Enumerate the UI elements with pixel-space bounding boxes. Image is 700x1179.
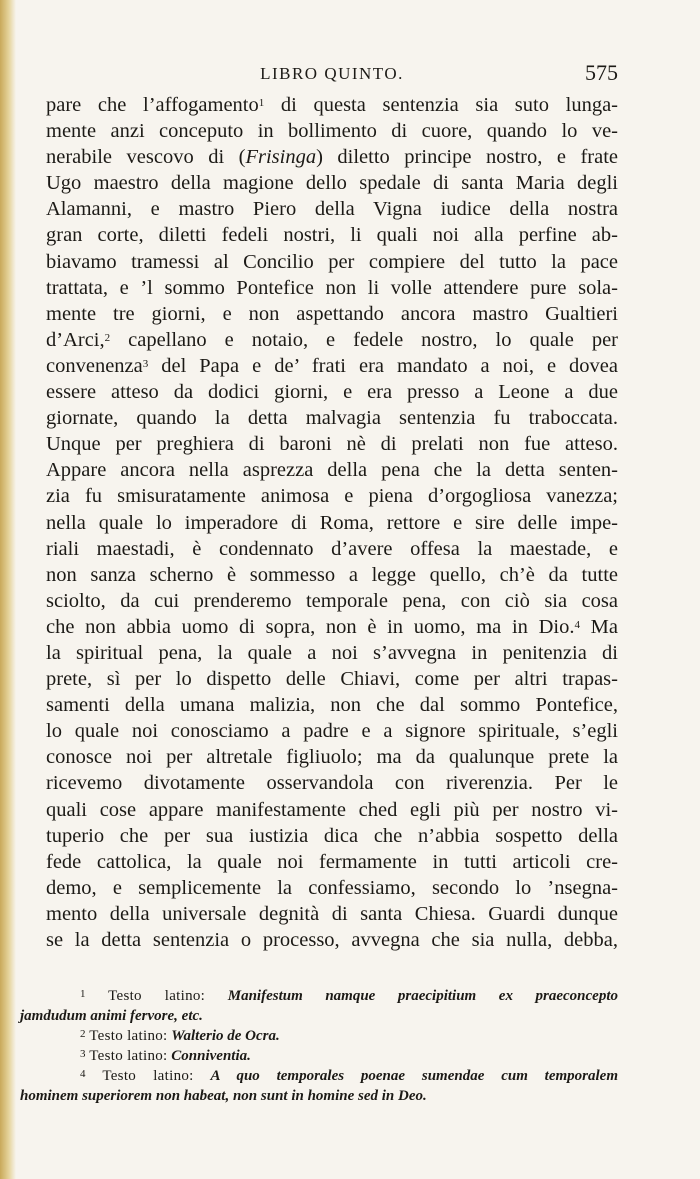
footnote-3 [20,1046,618,1066]
body-text [46,92,618,953]
footnote-latin: jamdudum animi fervore, etc. [20,1008,203,1024]
footnote-number: 3 [80,1048,86,1060]
footnote-ref: 1 [258,97,265,109]
text-line: sciolto, da cui prenderemo temporale pena, con ciò sia cosa [46,589,618,612]
footnote-latin: Conniventia. [171,1048,251,1064]
text-line: demo, e semplicemente la confessiamo, secondo lo ’nsegna- [46,876,618,899]
text-line: Unque per preghiera di baroni nè di prelati non fue atteso. [46,433,618,456]
text-line: pare che l’affogamento$^1$ di questa sentenzia sia suto lunga- [46,94,618,116]
text-line: non sanza scherno è sommesso a legge quello, ch’è da tutte [46,563,618,586]
text-line: giornate, quando la detta malvagia sentenzia fu traboccata. [46,407,618,430]
text-line: fede cattolica, la quale noi fermamente in tutti articoli cre- [46,850,618,873]
text-line: essere atteso da dodici giorni, e era presso a Leone a due [46,381,618,404]
text-line: lo quale noi conosciamo a padre e a signore spirituale, s’egli [46,720,618,743]
text-line: Alamanni, e mastro Piero della Vigna iudice della nostra [46,198,618,221]
footnote-latin: A quo temporales poenae sumendae cum temporalem [210,1068,618,1084]
footnotes [20,986,618,1106]
text-line: prete, sì per lo dispetto delle Chiavi, come per altri trapas- [46,668,618,691]
footnote-label: Testo latino: [89,1028,168,1044]
text-line: ricevemo divotamente osservandola con riverenzia. Per le [46,772,618,795]
footnote-latin: Manifestum namque praecipitium ex praeconcepto [227,988,619,1004]
footnote-ref: 3 [142,357,149,370]
text-line: nerabile vescovo di (Frisinga) diletto principe nostro, e frate [46,146,618,169]
page-number: 575 [585,60,618,85]
footnote-number: 1 [80,988,86,1000]
text-line: biavamo tramessi al Concilio per compiere del tutto la pace [46,250,618,273]
footnote-4-cont [20,1086,618,1106]
text-line: conosce noi per altretale figliuolo; ma da qualunque prete la [46,746,618,769]
text-line: trattata, e ’l sommo Pontefice non li volle attendere pure sola- [46,276,618,299]
footnote-latin: Walterio de Ocra. [171,1028,280,1044]
text-line: d’Arci,$^2$ capellano e notaio, e fedele nostro, lo quale per [46,328,618,351]
page-header [46,60,618,90]
footnote-latin: hominem superiorem non habeat, non sunt in homine sed in Deo. [20,1088,427,1104]
text-line: nella quale lo imperadore di Roma, rettore e sire delle impe- [46,511,618,534]
footnote-2 [20,1026,618,1046]
text-line: gran corte, diletti fedeli nostri, li quali noi alla perfine ab- [46,224,618,247]
footnote-label: Testo latino: [102,1068,194,1084]
footnote-1-cont [20,1006,618,1026]
text-line: tuperio che per sua iustizia dica che n’abbia sospetto della [46,824,618,847]
footnote-label: Testo latino: [108,988,206,1004]
text-line: riali maestadi, è condennato d’avere offesa la maestade, e [46,537,618,560]
footnote-label: Testo latino: [89,1048,168,1064]
footnote-number: 4 [80,1068,86,1080]
text-line: Appare ancora nella asprezza della pena che la detta senten- [46,459,618,482]
text-line: se la detta sentenzia o processo, avvegna che sia nulla, debba, [46,929,618,951]
book-spine-edge [0,0,16,1179]
text-line: mente tre giorni, e non aspettando ancora mastro Gualtieri [46,302,618,325]
running-title: LIBRO QUINTO. [260,64,404,83]
text-line: zia fu smisuratamente animosa e piena d’orgogliosa vanezza; [46,485,618,508]
text-line: mente anzi conceputo in bollimento di cuore, quando lo ve- [46,120,618,143]
text-line: mento della universale degnità di santa Chiesa. Guardi dunque [46,902,618,925]
footnote-4 [20,1066,618,1086]
text-line: samenti della umana malizia, non che dal sommo Pontefice, [46,694,618,717]
footnote-ref: 4 [574,618,580,631]
text-line: Ugo maestro della magione dello spedale di santa Maria degli [46,172,618,195]
footnote-number: 2 [80,1028,86,1040]
footnote-ref: 2 [104,331,111,344]
place-name: Frisinga [245,146,317,169]
text-line: che non abbia uomo di sopra, non è in uomo, ma in Dio.$^4$ Ma [46,615,618,638]
footnote-1 [20,986,618,1006]
text-line: quali cose appare manifestamente ched egli più per nostro vi- [46,798,618,821]
text-line: la spiritual pena, la quale a noi s’avvegna in penitenzia di [46,641,618,664]
text-line: convenenza$^3$ del Papa e de’ frati era mandato a noi, e dovea [46,354,618,377]
